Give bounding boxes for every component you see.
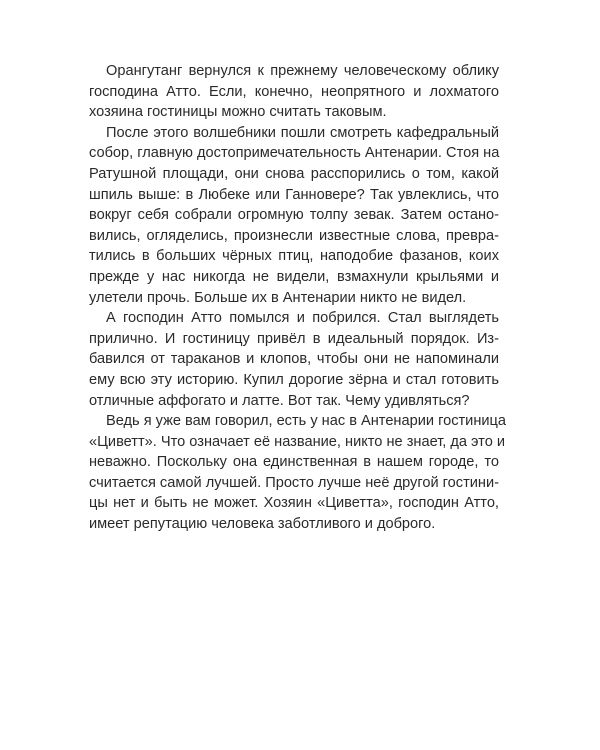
paragraph-line: А господин Атто помылся и побрился. Стал выглядеть	[106, 310, 499, 327]
paragraph-line: господина Атто. Если, конечно, неопрятного и лохматого	[89, 83, 499, 100]
paragraph-line: улетели прочь. Больше их в Антенарии никто не видел.	[89, 289, 467, 306]
paragraph-line: прежде у нас никогда не видели, взмахнули крыльями и	[89, 268, 499, 285]
paragraph-line: собор, главную достопримечательность Антенарии. Стоя на	[89, 145, 500, 162]
paragraph-line: бавился от тараканов и клопов, чтобы они не напоминали	[89, 351, 499, 368]
paragraph-line: неважно. Поскольку она единственная в нашем городе, то	[89, 454, 499, 471]
paragraph-line: вились, огляделись, произнесли известные слова, превра-	[89, 227, 499, 244]
paragraph-line: Орангутанг вернулся к прежнему человеческому облику	[106, 63, 499, 79]
paragraph-line: отличные аффогато и латте. Вот так. Чему удивляться?	[89, 392, 470, 409]
paragraph-line: После этого волшебники пошли смотреть кафедральный	[106, 124, 499, 141]
paragraph-line: считается самой лучшей. Просто лучше неё другой гостини-	[89, 474, 499, 491]
paragraph-4	[89, 411, 507, 535]
paragraph-line: ему всю эту историю. Купил дорогие зёрна и стал готовить	[89, 371, 499, 388]
paragraph-3	[89, 308, 499, 411]
paragraph-line: цы нет и быть не может. Хозяин «Циветта», господин Атто,	[89, 495, 499, 512]
paragraph-2	[89, 123, 499, 308]
paragraph-line: прилично. И гостиницу привёл в идеальный порядок. Из-	[89, 330, 499, 347]
text-body	[89, 61, 507, 535]
paragraph-line: вокруг себя собрали огромную толпу зевак. Затем остано-	[89, 207, 499, 224]
paragraph-line: имеет репутацию человека заботливого и доброго.	[89, 516, 436, 533]
paragraph-line: Ведь я уже вам говорил, есть у нас в Антенарии гостиница	[106, 413, 507, 430]
paragraph-1	[89, 61, 499, 123]
paragraph-line: хозяина гостиницы можно считать таковым.	[89, 104, 387, 121]
paragraph-line: «Циветт». Что означает её название, никто не знает, да это и	[89, 433, 506, 450]
paragraph-line: шпиль выше: в Любеке или Ганновере? Так увлеклись, что	[89, 186, 499, 203]
paragraph-line: тились в больших чёрных птиц, наподобие фазанов, коих	[89, 248, 499, 265]
paragraph-line: Ратушной площади, они снова расспорились о том, какой	[89, 165, 499, 182]
